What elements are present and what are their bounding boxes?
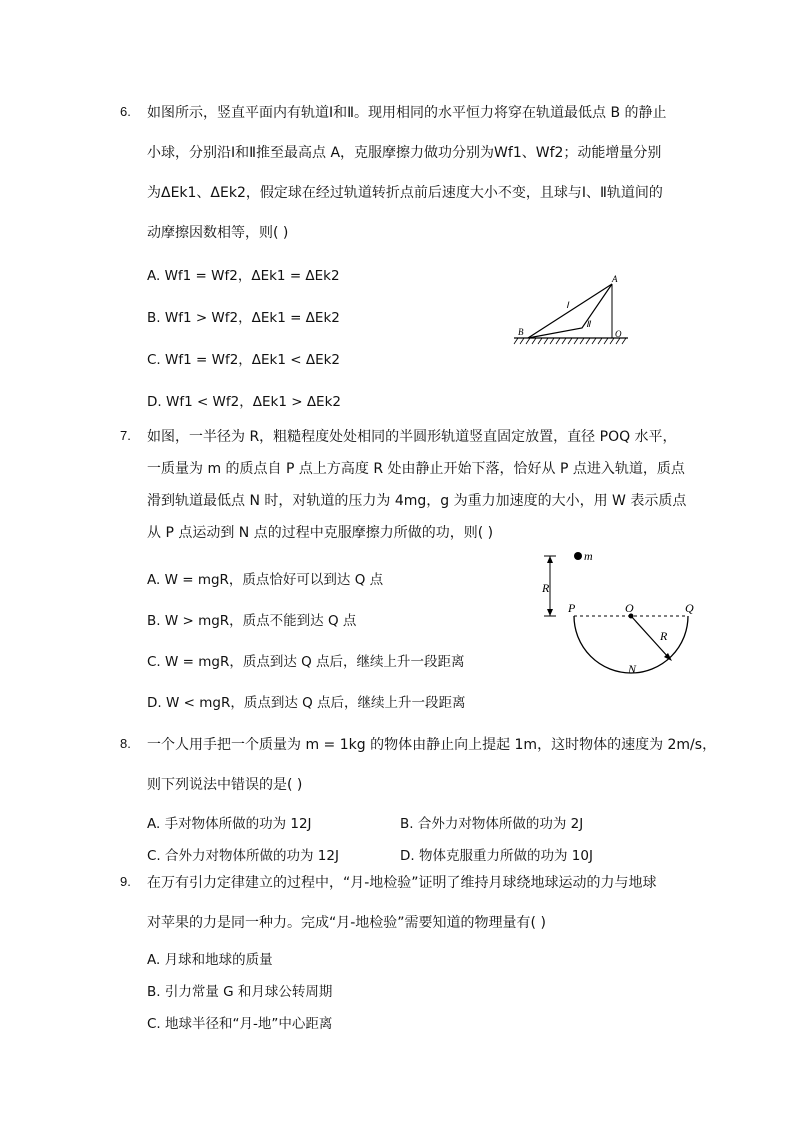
question-stem-line: 为ΔEk1、ΔEk2，假定球在经过轨道转折点前后速度大小不变，且球与Ⅰ、Ⅱ轨道间的 <box>147 185 663 201</box>
question-stem-line: 如图，一半径为 R，粗糙程度处处相同的半圆形轨道竖直固定放置，直径 POQ 水平， <box>147 429 677 445</box>
mass-label: m <box>584 549 593 563</box>
point-n-label: N <box>628 662 637 676</box>
track-2-label: Ⅱ <box>586 319 591 329</box>
point-q-label: Q <box>685 601 694 615</box>
question-number: 9. <box>120 874 131 889</box>
option-c[interactable]: C. 合外力对物体所做的功为 12J <box>147 848 339 864</box>
option-b[interactable]: B. W > mgR，质点不能到达 Q 点 <box>147 613 357 629</box>
point-b-label: B <box>518 327 524 337</box>
radius-label: R <box>660 629 668 643</box>
question-stem-line: 则下列说法中错误的是( ) <box>147 777 303 793</box>
track-1-label: Ⅰ <box>566 300 569 310</box>
question-stem-line: 如图所示，竖直平面内有轨道Ⅰ和Ⅱ。现用相同的水平恒力将穿在轨道最低点 B 的静止 <box>147 105 667 121</box>
option-b[interactable]: B. 引力常量 G 和月球公转周期 <box>147 984 333 1000</box>
question-number: 8. <box>120 736 131 751</box>
track-diagram <box>508 272 638 350</box>
question-stem-line: 滑到轨道最低点 N 时，对轨道的压力为 4mg，g 为重力加速度的大小，用 W 表示质点 <box>147 493 687 509</box>
height-r-label: R <box>542 581 550 595</box>
question-stem-line: 从 P 点运动到 N 点的过程中克服摩擦力所做的功，则( ) <box>147 525 494 541</box>
question-stem-line: 对苹果的力是同一种力。完成“月-地检验”需要知道的物理量有( ) <box>147 915 546 931</box>
option-d[interactable]: D. 物体克服重力所做的功为 10J <box>400 848 593 864</box>
question-stem-line: 小球，分别沿Ⅰ和Ⅱ推至最高点 A，克服摩擦力做功分别为Wf1、Wf2；动能增量分别 <box>147 145 662 161</box>
question-stem-line: 在万有引力定律建立的过程中，“月-地检验”证明了维持月球绕地球运动的力与地球 <box>147 875 657 891</box>
option-d[interactable]: D. Wf1 < Wf2，ΔEk1 > ΔEk2 <box>147 394 341 410</box>
option-a[interactable]: A. 手对物体所做的功为 12J <box>147 816 312 832</box>
option-b[interactable]: B. Wf1 > Wf2，ΔEk1 = ΔEk2 <box>147 310 340 326</box>
point-o-label: O <box>615 329 622 339</box>
semicircle-track-diagram <box>536 548 706 680</box>
option-a[interactable]: A. Wf1 = Wf2，ΔEk1 = ΔEk2 <box>147 268 340 284</box>
option-c[interactable]: C. W = mgR，质点到达 Q 点后，继续上升一段距离 <box>147 654 465 670</box>
option-c[interactable]: C. 地球半径和“月-地”中心距离 <box>147 1016 333 1032</box>
option-c[interactable]: C. Wf1 = Wf2，ΔEk1 < ΔEk2 <box>147 352 341 368</box>
option-d[interactable]: D. W < mgR，质点到达 Q 点后，继续上升一段距离 <box>147 695 466 711</box>
point-a-label: A <box>612 274 618 284</box>
question-stem-line: 一质量为 m 的质点自 P 点上方高度 R 处由静止开始下落，恰好从 P 点进入轨道，质点 <box>147 461 685 477</box>
question-stem-line: 一个人用手把一个质量为 m = 1kg 的物体由静止向上提起 1m，这时物体的速度为 2m/s， <box>147 737 717 753</box>
question-stem-line: 动摩擦因数相等，则( ) <box>147 225 289 241</box>
option-a[interactable]: A. W = mgR，质点恰好可以到达 Q 点 <box>147 572 384 588</box>
point-p-label: P <box>568 601 576 615</box>
question-number: 7. <box>120 428 131 443</box>
option-b[interactable]: B. 合外力对物体所做的功为 2J <box>400 816 584 832</box>
option-a[interactable]: A. 月球和地球的质量 <box>147 952 273 968</box>
point-o-label: O <box>625 601 634 615</box>
question-number: 6. <box>120 104 131 119</box>
